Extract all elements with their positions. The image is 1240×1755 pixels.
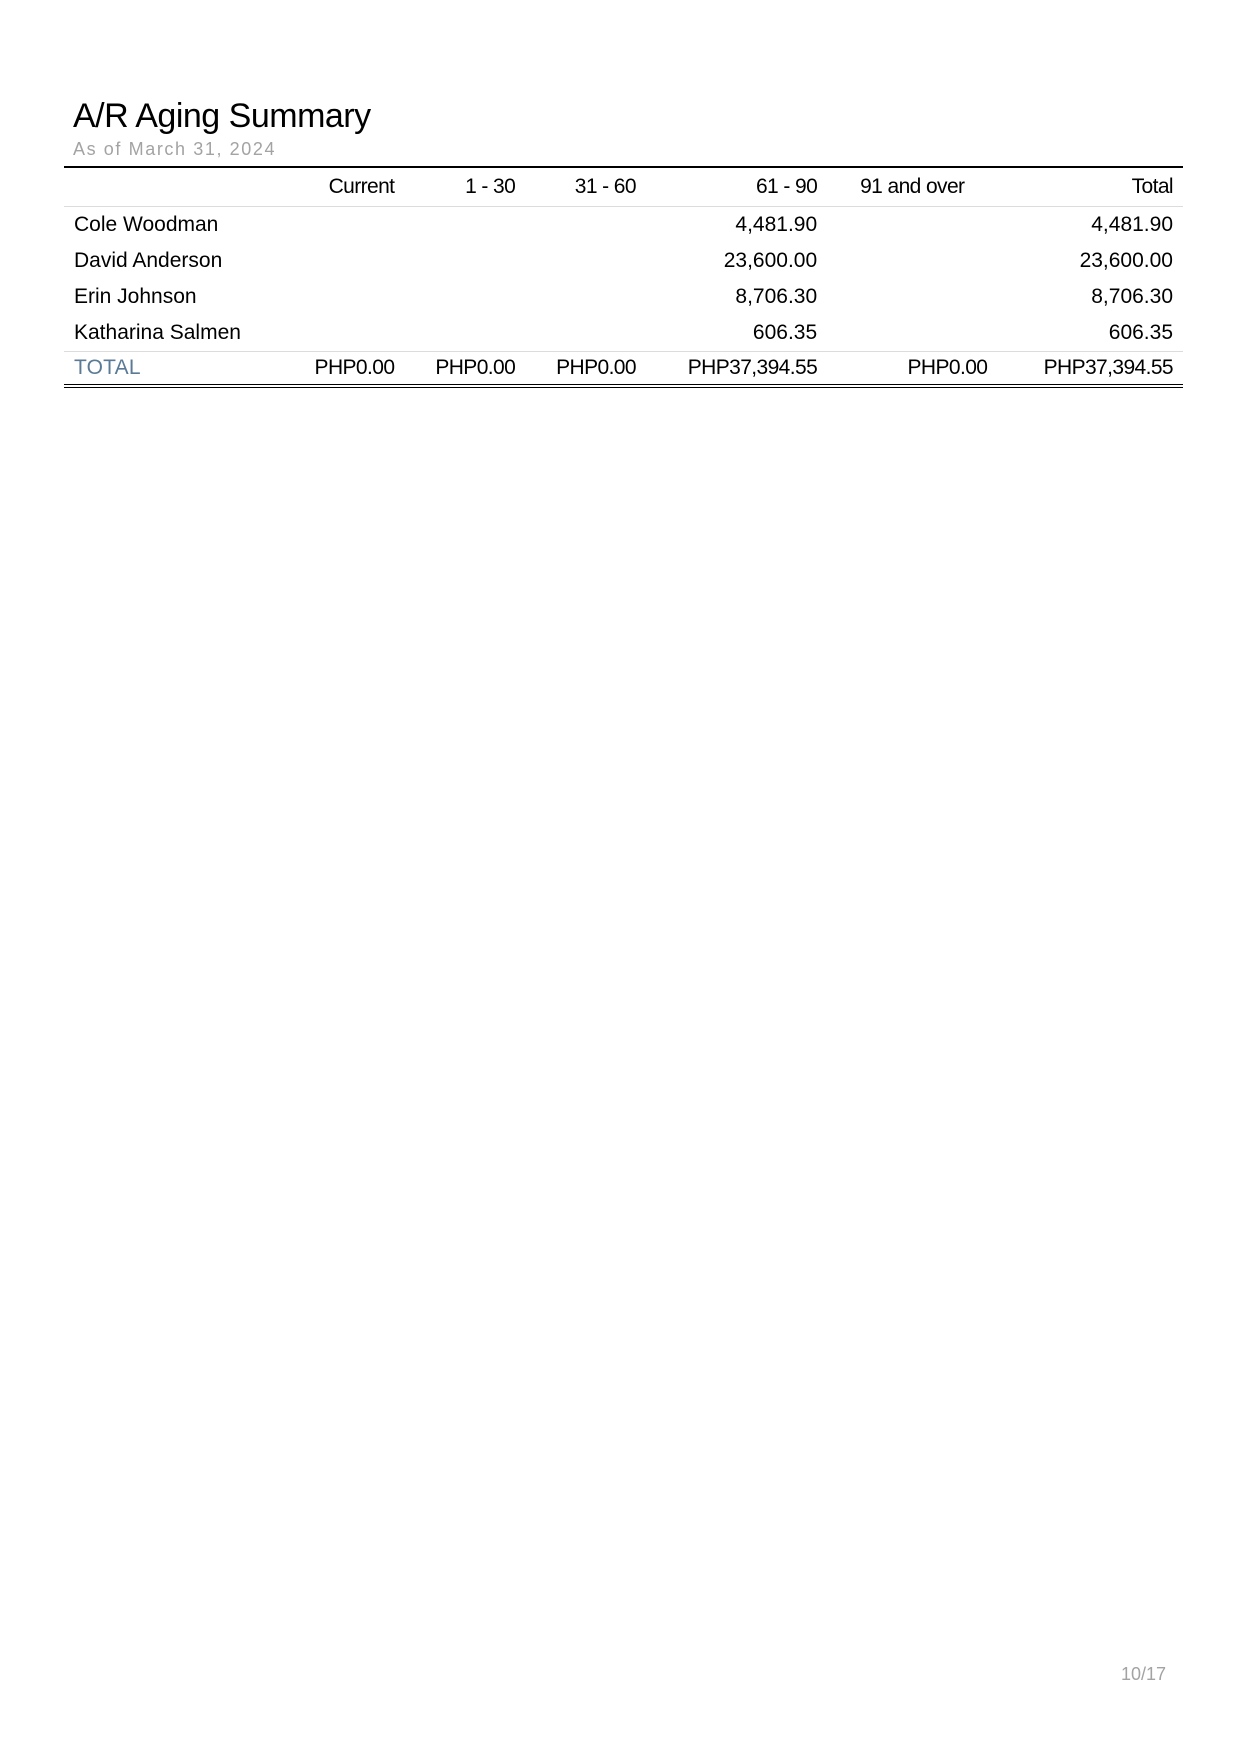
cell-31-60: [525, 207, 646, 244]
cell-1-30: [404, 279, 525, 315]
cell-1-30: [404, 207, 525, 244]
cell-current: [284, 207, 405, 244]
customer-name: Katharina Salmen: [64, 315, 284, 352]
cell-current: [284, 243, 405, 279]
totals-row: [64, 352, 1183, 387]
cell-1-30: [404, 243, 525, 279]
column-header-name: [64, 167, 284, 207]
column-header-61-90: 61 - 90: [646, 167, 827, 207]
column-header-1-30: 1 - 30: [404, 167, 525, 207]
total-31-60: PHP0.00: [525, 352, 646, 387]
table-row: [64, 207, 1183, 244]
table-header-row: [64, 167, 1183, 207]
column-header-31-60: 31 - 60: [525, 167, 646, 207]
cell-1-30: [404, 315, 525, 352]
table-row: [64, 279, 1183, 315]
customer-name: David Anderson: [74, 249, 223, 272]
cell-total: 23,600.00: [1079, 249, 1173, 272]
table-row: [64, 315, 1183, 352]
cell-total: 606.35: [997, 315, 1183, 352]
cell-61-90: 23,600.00: [723, 249, 818, 272]
cell-61-90: 8,706.30: [735, 285, 818, 308]
table-row: [64, 243, 1183, 279]
customer-name: Erin Johnson: [74, 285, 197, 308]
cell-91-over: [827, 315, 997, 352]
total-current: PHP0.00: [284, 352, 405, 387]
cell-31-60: [525, 315, 646, 352]
cell-current: [284, 279, 405, 315]
customer-name: Cole Woodman: [74, 213, 219, 236]
cell-91-over: [827, 207, 997, 244]
cell-91-over: [827, 243, 997, 279]
aging-table-container: [64, 166, 1183, 388]
cell-31-60: [525, 243, 646, 279]
total-61-90: PHP37,394.55: [646, 352, 827, 387]
column-header-91-over: 91 and over: [827, 167, 997, 207]
aging-table: [64, 166, 1183, 388]
report-title: A/R Aging Summary: [73, 97, 371, 135]
cell-61-90: 606.35: [646, 315, 827, 352]
cell-91-over: [827, 279, 997, 315]
cell-total: 4,481.90: [1091, 213, 1173, 236]
grand-total: PHP37,394.55: [997, 352, 1183, 387]
total-91-over: PHP0.00: [827, 352, 997, 387]
cell-total: 8,706.30: [1091, 285, 1173, 308]
totals-label: TOTAL: [64, 352, 284, 387]
total-1-30: PHP0.00: [404, 352, 525, 387]
cell-current: [284, 315, 405, 352]
report-header: [73, 94, 1183, 160]
page-number: 10/17: [1120, 1664, 1166, 1684]
report-date: As of March 31, 2024: [73, 139, 277, 159]
cell-61-90: 4,481.90: [735, 213, 818, 236]
column-header-current: Current: [284, 167, 405, 207]
cell-31-60: [525, 279, 646, 315]
column-header-total: Total: [997, 167, 1183, 207]
